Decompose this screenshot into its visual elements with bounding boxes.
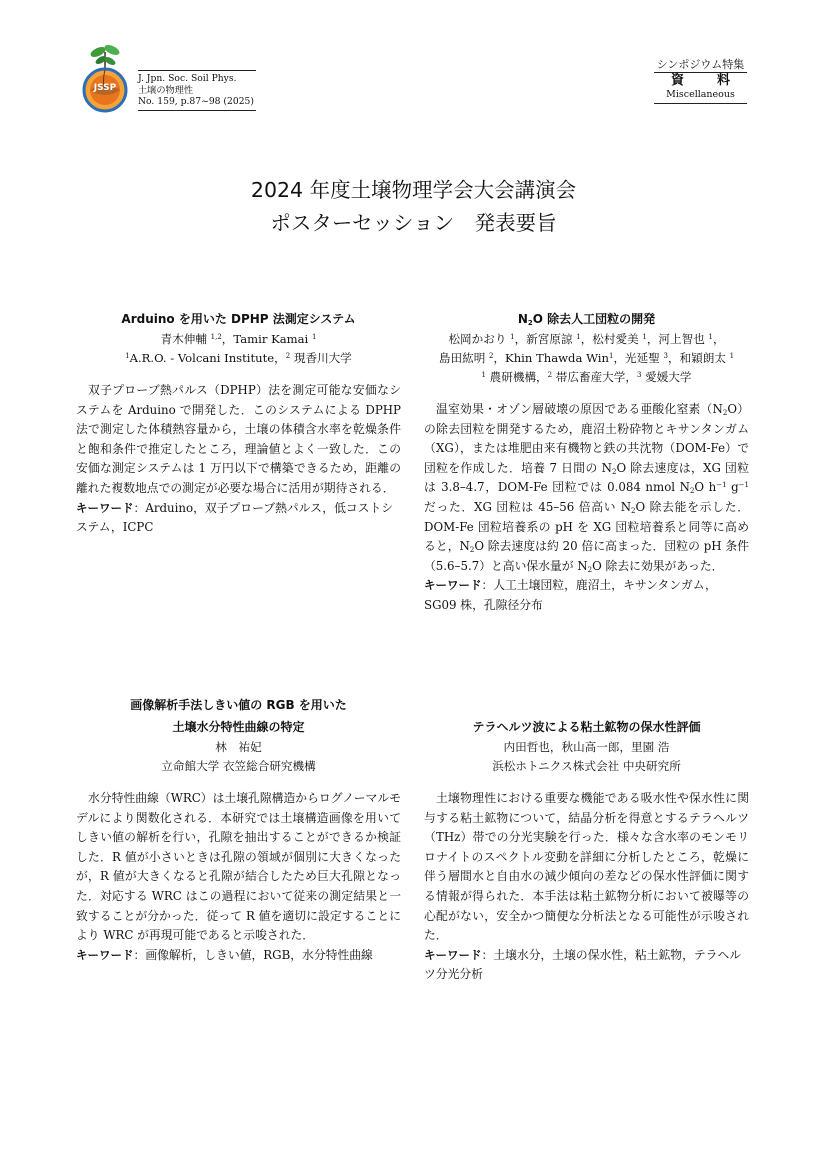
abstract-image-analysis-wrc xyxy=(76,694,401,965)
journal-info xyxy=(138,70,256,111)
abstract-keywords: キーワード：人工土壌団粒，鹿沼土，キサンタンガム，SG09 株，孔隙径分布 xyxy=(424,578,717,612)
journal-name-ja: 土壌の物理性 xyxy=(138,84,194,96)
abstract-body: 土壌物理性における重要な機能である吸水性や保水性に関与する粘土鉱物について，結晶分析を得意とするテラヘルツ（THz）帯での分光実験を行った．様々な含水率のモンモリロナイトのスペクトル変動を詳細に分析したところ，乾燥に伴う層間水と自由水の減少傾向の差などの保水性評価に関する情報が得られた．本手法は粘土鉱物分析において被曝等の心配がない，安全かつ簡便な分析法となる可能性が示唆された． xyxy=(424,791,749,943)
abstract-body: 水分特性曲線（WRC）は土壌孔隙構造からログノーマルモデルにより関数化される．本研究では土壌構造画像を用いてしきい値の解析を行い，孔隙を抽出することができるか検証した．R 値が小さいときは孔隙の領域が個別に大きくなったが，R 値が大きくなると孔隙が結合したため巨大孔隙となった．対応する WRC はこの過程において従来の測定結果と一致することが分かった．従って R 値を適切に設定することにより WRC が再現可能であると示唆された． xyxy=(76,791,401,943)
abstract-authors-line-1: 松岡かおり $^1$，新宮原諒 $^1$，松村愛美 $^1$，河上智也 $^1$， xyxy=(448,332,725,346)
abstract-keywords: キーワード：土壌水分，土壌の保水性，粘土鉱物，テラヘルツ分光分析 xyxy=(424,947,742,982)
abstract-keywords: キーワード：Arduino，双子プローブ熱パルス，低コストシステム，ICPC xyxy=(76,500,394,535)
badge-category: シンポジウム特集 xyxy=(656,58,745,71)
journal-rule-top xyxy=(138,70,256,71)
keywords-list: Arduino，双子プローブ熱パルス，低コストシステム，ICPC xyxy=(76,500,394,535)
abstract-n2o-aggregate xyxy=(424,308,749,616)
abstract-arduino-dphp xyxy=(76,308,401,538)
article-type-badge xyxy=(654,56,747,104)
page-title-line-1: 2024 年度土壌物理学会大会講演会 xyxy=(250,178,577,202)
abstract-affiliations: $^1$A.R.O. - Volcani Institute，$^2$ 現香川大学 xyxy=(125,351,352,365)
abstract-affiliations: $^1$ 農研機構，$^2$ 帯広畜産大学，$^3$ 愛媛大学 xyxy=(481,370,692,384)
abstract-title: $N_2O$ 除去人工団粒の開発 xyxy=(517,312,656,327)
keywords-list: 画像解析，しきい値，RGB，水分特性曲線 xyxy=(145,947,373,962)
journal-issue: No. 159, p.87~98 (2025) xyxy=(138,96,254,108)
keywords-label: キーワード xyxy=(76,500,134,515)
abstract-body: 双子プローブ熱パルス（DPHP）法を測定可能な安価なシステムを Arduino で開発した．このシステムによる DPHP 法で測定した体積熱容量から，土壌の体積含水率を乾燥条件と飽和条件で推定したところ，理論値とよく一致した．この安価な測定システムは 1 万円以下で構築できるため，距離の離れた複数地点での測定が必要な場合に活用が期待される． xyxy=(76,383,401,495)
abstract-affiliations: 浜松ホトニクス株式会社 中央研究所 xyxy=(492,759,681,773)
society-logo xyxy=(74,40,136,114)
keywords-list: 土壌水分，土壌の保水性，粘土鉱物，テラヘルツ分光分析 xyxy=(424,947,742,982)
abstract-terahertz-clay xyxy=(424,716,749,985)
keywords-label: キーワード xyxy=(424,578,482,593)
abstract-authors: 内田哲也，秋山高一郎，里園 浩 xyxy=(503,740,670,754)
abstract-body: 温室効果・オゾン層破壊の原因である亜酸化窒素$(N_2O)$の除去団粒を開発するため，鹿沼土粉砕物とキサンタンガム（XG），または堆肥由来有機物と鉄の共沈物（DOM-Fe）で団粒を作成した．培養 7 日間の $N_2O$ 除去速度は，XG 団粒は 3.8–4.7，DOM-Fe 団粒では 0.084 nmol $N_2O$ $h^{-1}$ $g^{-1}$ だった．XG 団粒は 45–56 倍高い $N_2O$ 除去能を示した．DOM-Fe 団粒培養系の pH を XG 団粒培養系と同等に高めると，$N_2O$ 除去速度は約 20 倍に高まった．団粒の pH 条件（5.6–5.7）と高い保水量が $N_2O$ 除去に効果があった． xyxy=(424,402,750,574)
abstract-authors: 林 祐妃 xyxy=(215,740,262,754)
badge-kind: 資 料 xyxy=(670,73,740,88)
abstract-keywords: キーワード：画像解析，しきい値，RGB，水分特性曲線 xyxy=(76,947,373,962)
keywords-label: キーワード xyxy=(76,947,134,962)
abstract-title-line-2: 土壌水分特性曲線の特定 xyxy=(172,720,305,734)
keywords-list: 人工土壌団粒，鹿沼土，キサンタンガム，SG09 株，孔隙径分布 xyxy=(424,578,717,612)
keywords-label: キーワード xyxy=(424,947,482,962)
abstract-title: テラヘルツ波による粘土鉱物の保水性評価 xyxy=(472,720,701,734)
abstract-title: Arduino を用いた DPHP 法測定システム xyxy=(121,312,356,326)
journal-name-en: J. Jpn. Soc. Soil Phys. xyxy=(138,73,237,84)
abstract-affiliations: 立命館大学 衣笠総合研究機構 xyxy=(161,759,316,773)
page-title-line-2: ポスターセッション 発表要旨 xyxy=(270,211,557,235)
sprout-globe-icon xyxy=(74,40,136,114)
abstract-authors: 青木伸輔 $^{1,2}$，Tamir Kamai $^1$ xyxy=(160,332,317,346)
logo-text: JSSP xyxy=(93,83,117,93)
abstract-title-line-1: 画像解析手法しきい値の RGB を用いた xyxy=(130,698,347,712)
page-title xyxy=(0,174,827,240)
badge-kind-en: Miscellaneous xyxy=(666,89,735,100)
abstract-authors-line-2: 島田紘明 $^2$，Khin Thawda Win$^1$，光延聖 $^3$，和穎朗太 $^1$ xyxy=(438,351,735,365)
journal-rule-bottom xyxy=(138,110,256,111)
badge-rule-bottom xyxy=(654,103,747,104)
